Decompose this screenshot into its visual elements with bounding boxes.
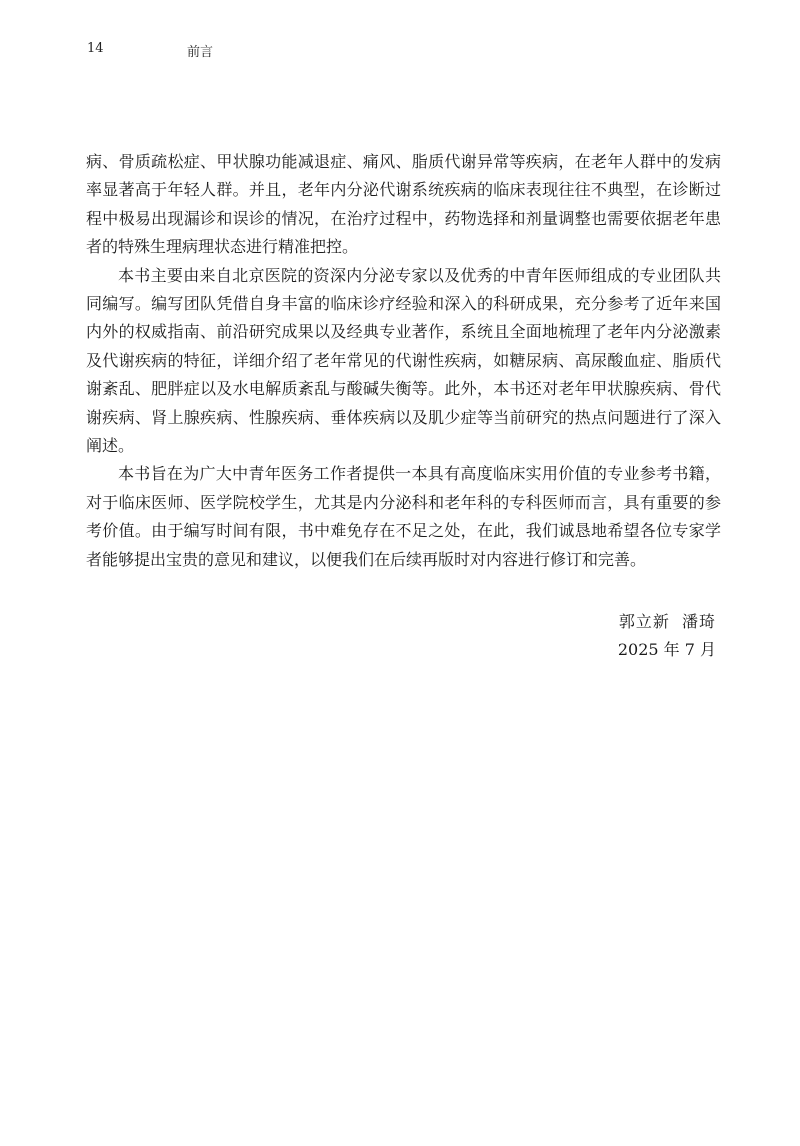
running-section-title: 前言 bbox=[187, 45, 214, 60]
signature-date: 2025 年 7 月 bbox=[617, 640, 716, 659]
signature-block bbox=[618, 608, 716, 664]
paragraph: 本书主要由来自北京医院的资深内分泌专家以及优秀的中青年医师组成的专业团队共同编写。编写团队凭借自身丰富的临床诊疗经验和深入的科研成果，充分参考了近年来国内外的权威指南、前沿研究成果以及经典专业著作，系统且全面地梳理了老年内分泌激素及代谢疾病的特征，详细介绍了老年常见的代谢性疾病，如糖尿病、高尿酸血症、脂质代谢紊乱、肥胖症以及水电解质紊乱与酸碱失衡等。此外，本书还对老年甲状腺疾病、骨代谢疾病、肾上腺疾病、性腺疾病、垂体疾病以及肌少症等当前研究的热点问题进行了深入阐述。 bbox=[86, 265, 721, 456]
author-names: 郭立新 潘琦 bbox=[618, 612, 716, 631]
page-number: 14 bbox=[87, 41, 104, 56]
preface-body bbox=[86, 148, 721, 574]
paragraph: 本书旨在为广大中青年医务工作者提供一本具有高度临床实用价值的专业参考书籍，对于临床医师、医学院校学生，尤其是内分泌科和老年科的专科医师而言，具有重要的参考价值。由于编写时间有限，书中难免存在不足之处，在此，我们诚恳地希望各位专家学者能够提出宝贵的意见和建议，以便我们在后续再版时对内容进行修订和完善。 bbox=[86, 464, 721, 569]
paragraph-continued: 病、骨质疏松症、甲状腺功能减退症、痛风、脂质代谢异常等疾病，在老年人群中的发病率显著高于年轻人群。并且，老年内分泌代谢系统疾病的临床表现往往不典型，在诊断过程中极易出现漏诊和误诊的情况，在治疗过程中，药物选择和剂量调整也需要依据老年患者的特殊生理病理状态进行精准把控。 bbox=[86, 152, 721, 257]
